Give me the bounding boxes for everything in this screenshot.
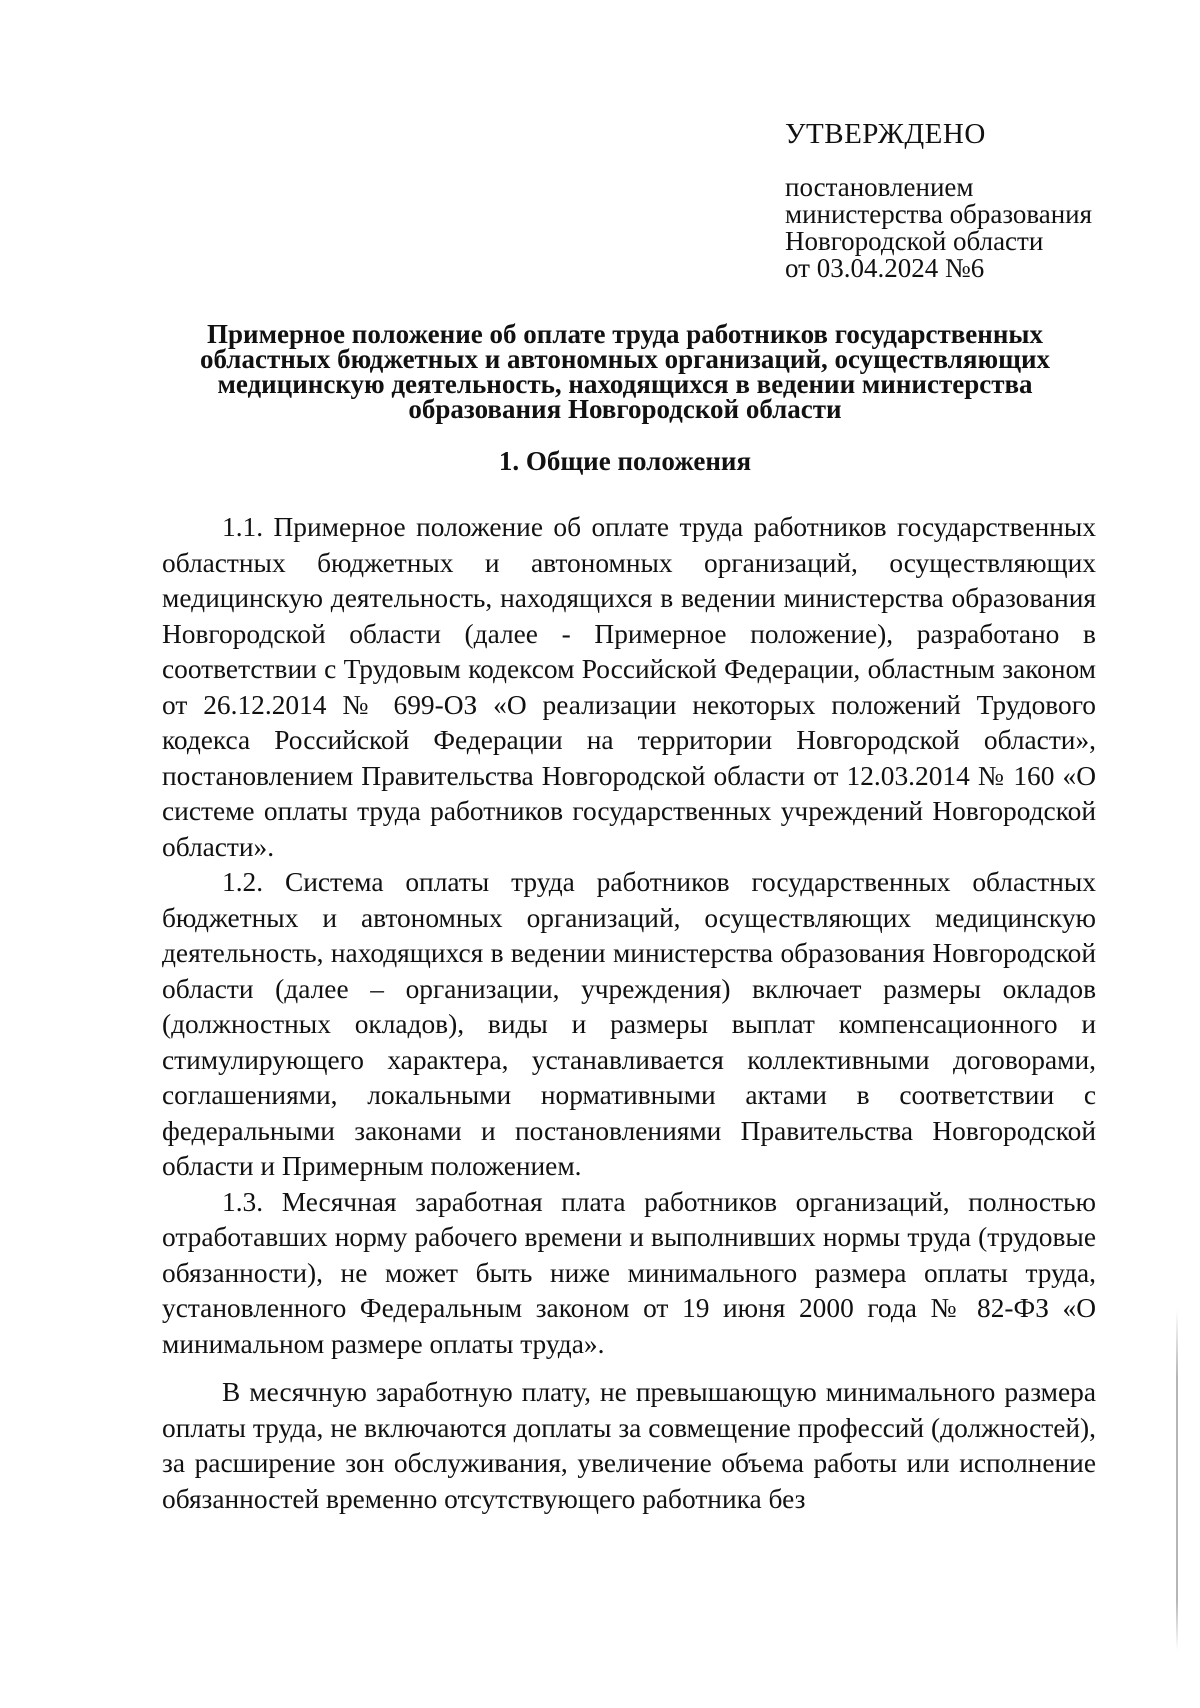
approval-line-ministry: министерства образования: [785, 199, 1093, 229]
document-title: [160, 319, 1090, 424]
paragraph-mrot-exclusions: В месячную заработную плату, не превышающую минимального размера оплаты труда, не включаются доплаты за совмещение профессий (должностей), за расширение зон обслуживания, увеличение объема работы или исполнение обязанностей временно отсутствующего работника без: [162, 1377, 1096, 1514]
paragraph-1-1: 1.1. Примерное положение об оплате труда работников государственных областных бюджетных и автономных организаций, осуществляющих медицинскую деятельность, находящихся в ведении министерства образования Новгородской области (далее - Примерное положение), разработано в соответствии с Трудовым кодексом Российской Федерации, областным законом от 26.12.2014 № 699-ОЗ «О реализации некоторых положений Трудового кодекса Российской Федерации на территории Новгородской области», постановлением Правительства Новгородской области от 12.03.2014 № 160 «О системе оплаты труда работников государственных учреждений Новгородской области».: [162, 512, 1096, 862]
approval-stamp: [785, 118, 1165, 282]
paragraph-1-2: 1.2. Система оплаты труда работников государственных областных бюджетных и автономных организаций, осуществляющих медицинскую деятельность, находящихся в ведении министерства образования Новгородской области (далее – организации, учреждения) включает размеры окладов (должностных окладов), виды и размеры выплат компенсационного и стимулирующего характера, устанавливается коллективными договорами, соглашениями, локальными нормативными актами в соответствии с федеральными законами и постановлениями Правительства Новгородской области и Примерным положением.: [162, 867, 1096, 1181]
approval-title: УТВЕРЖДЕНО: [785, 118, 986, 150]
document-title-line: областных бюджетных и автономных организаций, осуществляющих: [199, 344, 1050, 374]
section-heading: 1. Общие положения: [498, 446, 752, 476]
document-title-line: Примерное положение об оплате труда работников государственных: [207, 319, 1043, 349]
approval-line-region: Новгородской области: [785, 226, 1044, 256]
document-title-line: образования Новгородской области: [408, 394, 842, 424]
document-body: [162, 510, 1096, 1517]
approval-line-date: от 03.04.2024 №6: [785, 253, 985, 283]
document-title-line: медицинскую деятельность, находящихся в ведении министерства: [217, 369, 1033, 399]
scan-edge-artifact: [1176, 1310, 1178, 1650]
approval-line-decree: постановлением: [785, 172, 974, 202]
paragraph-1-3: 1.3. Месячная заработная плата работников организаций, полностью отработавших норму рабочего времени и выполнивших нормы труда (трудовые обязанности), не может быть ниже минимального размера оплаты труда, установленного Федеральным законом от 19 июня 2000 года № 82-ФЗ «О минимальном размере оплаты труда».: [162, 1186, 1096, 1359]
